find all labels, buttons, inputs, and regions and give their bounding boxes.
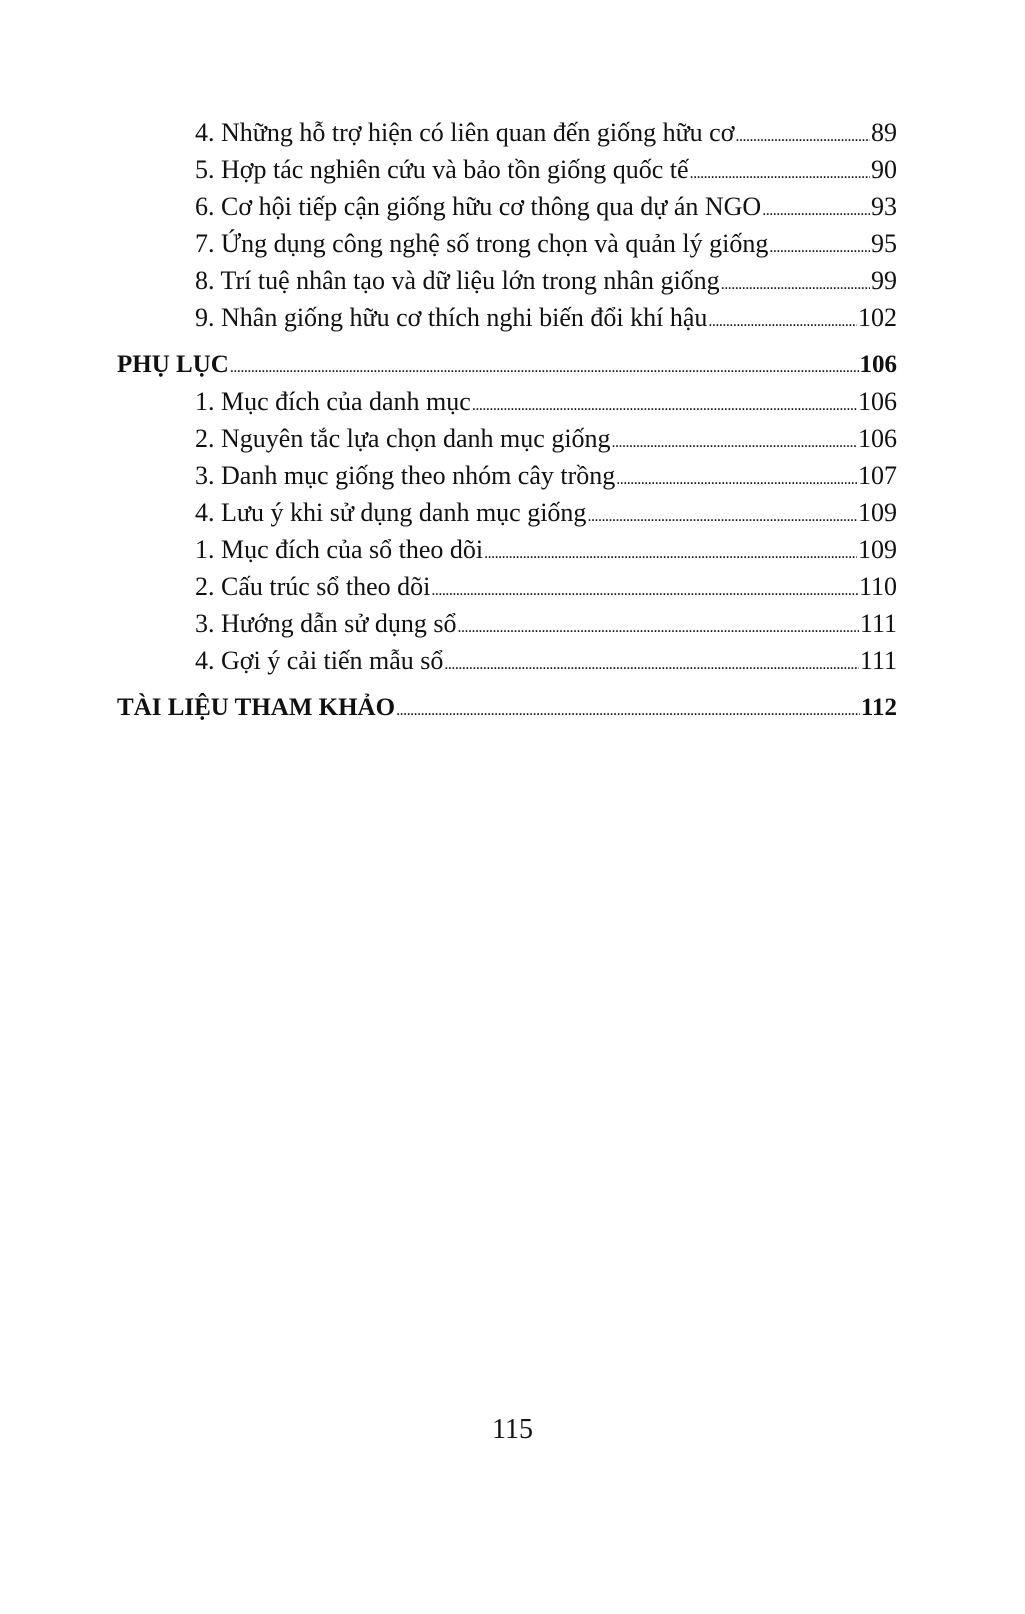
- toc-section-page: 106: [859, 351, 897, 378]
- table-of-contents: [117, 114, 897, 726]
- toc-entry-title: 5. Hợp tác nghiên cứu và bảo tồn giống quốc tế: [195, 155, 689, 184]
- toc-section-page: 112: [860, 694, 897, 721]
- toc-entry[interactable]: [117, 383, 897, 420]
- dot-leader: [690, 155, 870, 192]
- toc-entry[interactable]: [117, 151, 897, 188]
- dot-leader: [587, 498, 857, 535]
- dot-leader: [612, 424, 857, 461]
- toc-entry[interactable]: [117, 642, 897, 679]
- toc-entry[interactable]: [117, 568, 897, 605]
- toc-entry-title: 9. Nhân giống hữu cơ thích nghi biến đổi khí hậu: [195, 303, 708, 332]
- toc-entry[interactable]: [117, 457, 897, 494]
- dot-leader: [484, 535, 857, 572]
- toc-entry-title: 8. Trí tuệ nhân tạo và dữ liệu lớn trong nhân giống: [195, 266, 720, 295]
- toc-entry-page: 111: [859, 609, 897, 638]
- page-number: 115: [492, 1414, 533, 1445]
- toc-entry-page: 109: [858, 535, 897, 564]
- toc-entry-page: 102: [858, 303, 897, 332]
- toc-entry-title: 7. Ứng dụng công nghệ số trong chọn và quản lý giống: [195, 229, 769, 258]
- dot-leader: [444, 646, 859, 683]
- dot-leader: [708, 303, 857, 340]
- toc-section-references[interactable]: [117, 689, 897, 726]
- toc-entry-page: 111: [859, 646, 897, 675]
- toc-entry-title: 1. Mục đích của sổ theo dõi: [195, 535, 484, 564]
- toc-entry[interactable]: [117, 605, 897, 642]
- toc-entry[interactable]: [117, 531, 897, 568]
- toc-entry[interactable]: [117, 225, 897, 262]
- toc-entry-title: 4. Lưu ý khi sử dụng danh mục giống: [195, 498, 587, 527]
- toc-entry-page: 106: [858, 387, 897, 416]
- toc-entry-title: 1. Mục đích của danh mục: [195, 387, 471, 416]
- toc-section-title: TÀI LIỆU THAM KHẢO: [117, 694, 396, 721]
- toc-entry[interactable]: [117, 114, 897, 151]
- toc-entry-title: 3. Danh mục giống theo nhóm cây trồng: [195, 461, 616, 490]
- dot-leader: [735, 118, 870, 155]
- dot-leader: [769, 229, 870, 266]
- toc-entry-page: 106: [858, 424, 897, 453]
- toc-section-appendix[interactable]: [117, 346, 897, 383]
- toc-entry-title: 3. Hướng dẫn sử dụng sổ: [195, 609, 457, 638]
- toc-entry[interactable]: [117, 299, 897, 336]
- toc-entry-title: 2. Cấu trúc sổ theo dõi: [195, 572, 431, 601]
- dot-leader: [762, 192, 870, 229]
- toc-entry-title: 4. Gợi ý cải tiến mẫu sổ: [195, 646, 444, 675]
- toc-entry[interactable]: [117, 494, 897, 531]
- dot-leader: [616, 461, 857, 498]
- dot-leader: [431, 572, 858, 609]
- toc-entry-page: 109: [858, 498, 897, 527]
- dot-leader: [458, 609, 859, 646]
- dot-leader: [472, 387, 857, 424]
- dot-leader: [396, 692, 860, 729]
- toc-entry-title: 2. Nguyên tắc lựa chọn danh mục giống: [195, 424, 611, 453]
- toc-entry[interactable]: [117, 420, 897, 457]
- toc-entry[interactable]: [117, 262, 897, 299]
- dot-leader: [721, 266, 870, 303]
- toc-entry[interactable]: [117, 188, 897, 225]
- toc-entry-page: 90: [871, 155, 897, 184]
- toc-entry-title: 6. Cơ hội tiếp cận giống hữu cơ thông qua dự án NGO: [195, 192, 762, 221]
- toc-entry-page: 95: [871, 229, 897, 258]
- dot-leader: [230, 349, 859, 386]
- toc-entry-title: 4. Những hỗ trợ hiện có liên quan đến giống hữu cơ: [195, 118, 735, 147]
- toc-entry-page: 93: [871, 192, 897, 221]
- toc-entry-page: 89: [871, 118, 897, 147]
- toc-entry-page: 110: [858, 572, 897, 601]
- toc-entry-page: 107: [858, 461, 897, 490]
- toc-entry-page: 99: [871, 266, 897, 295]
- toc-section-title: PHỤ LỤC: [117, 351, 229, 378]
